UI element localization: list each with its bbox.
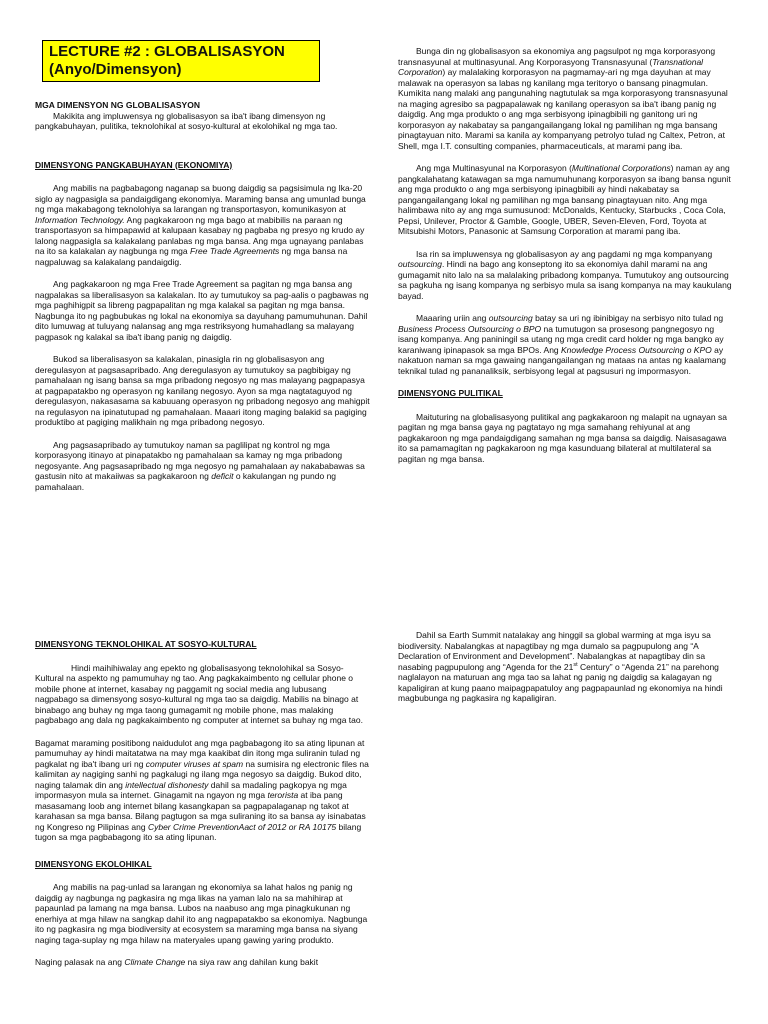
tech-paragraph-1: Hindi maihihiwalay ang epekto ng globalisasyong teknolohikal sa Sosyo-Kultural na aspekto ng pamumuhay ng tao. Ang pagkakaimbento ng cellular phone o mobile phone at internet, kasabay ng paggamit ng social media ang lubusang nagpabago sa dimensyong sosyo-kultural ng mga tao sa daigdig. Mabilis na binago at binabago ang buhay ng mga taong gumagamit ng mobile phone, mas malaking pagbabago ang dala ng pagkakaimbento ng computer at internet sa buhay ng mga tao. — [35, 662, 363, 725]
outsourcing-paragraph: Isa rin sa impluwensya ng globalisasyon ay ang pagdami ng mga kompanyang outsourcing. Hindi na bago ang konseptong ito sa ekonomiya dahil marami na ang gumagamit nito lalo na sa malalaking pribadong kompanya. Tumutukoy ang outsourcing sa pagkuha ng isang kompanya ng serbisyo mula sa isang kompanya na may kaukulang bayad. — [398, 248, 732, 301]
ecological-heading: DIMENSYONG EKOLOHIKAL — [35, 858, 152, 869]
political-heading: DIMENSYONG PULITIKAL — [398, 388, 503, 398]
tech-heading: DIMENSYONG TEKNOLOHIKAL AT SOSYO-KULTURAL — [35, 639, 257, 649]
page-bottom — [0, 512, 768, 1024]
outsourcing-types-paragraph: Maaaring uriin ang outsourcing batay sa uri ng ibinibigay na serbisyo nito tulad ng Business Process Outsourcing o BPO na tumutugon sa prosesong pangnegosyo ng isang kompanya. Ang paniningil sa utang ng mga credit card holder ng mga bangko ay karaniwang ipinapasok sa mga BPOs. Ang Knowledge Process Outsourcing o KPO ay nakatuon naman sa mga gawaing nangangailangan ng mataas na antas ng kaalamang teknikal tulad ng pananaliksik, serbisyong legal at pagsusuri ng impormasyon. — [398, 313, 726, 376]
earth-summit-paragraph: Dahil sa Earth Summit natalakay ang hinggil sa global warming at mga isyu sa biodiversity. Nabalangkas at napagtibay ng mga dumalo sa pagpupulong ang “A Declaration of Environment and Development”. Nabalangkas at napagtibay din sa nasabing pagpupulong ang “Agenda for the 21st Century” o “Agenda 21” na parehong naglalayon na maturuan ang mga tao sa lahat ng panig ng daigdig sa kalagayan ng kapaligiran at kung paano maipagpapatuloy ang pagpapaunlad ng ekonomiya na hindi magbubunga ng pagkasira ng kapaligiran. — [398, 630, 723, 703]
lecture-title: LECTURE #2 : GLOBALISASYON — [49, 43, 285, 60]
ecological-paragraph-1: Ang mabilis na pag-unlad sa larangan ng ekonomiya sa lahat halos ng panig ng daigdig ay nagbunga ng pagkasira ng mga likas na yaman lalo na sa mahihirap at papaunlad pa lamang na mga bansa. Lubos na naabuso ang mga pinagkukunan ng enerhiya at mga hilaw na sangkap dahil ito ang nagpapatakbo sa ekonomiya. Nagbunga ito ng pagkasira ng mga biodiversity at ecosystem sa maraming mga bansa na siyang naging taga-suplay ng mga hilaw na materyales upang gawing yaring produkto. — [35, 882, 368, 945]
tech-paragraph-2: Bagamat maraming positibong naidudulot ang mga pagbabagong ito sa ating lipunan at pamumuhay ay hindi maitatatwa na may mga kaakibat din itong mga suliranin tulad ng pagkalat ng iba't ibang uri ng computer viruses at spam na sumisira ng electronic files na kalimitan ay nagiging sanhi ng pagkalugi ng ilang mga negosyo sa daigdig. Bukod dito, naging talamak din ang intellectual dishonesty dahil sa madaling pagkopya ng mga impormasyon mula sa internet. Ginagamit na ngayon ng mga terorista at iba pang masasamang loob ang internet bilang kasangkapan sa pagpapalaganap ng takot at karahasan sa mga bansa. Bilang pagtugon sa mga suliraning ito sa bansa ay isinabatas ng Kongreso ng Pilipinas ang Cyber Crime PreventionAact of 2012 or RA 10175 bilang tugon sa mga pagbabagong ito sa ating lipunan. — [35, 737, 369, 842]
multinational-paragraph: Ang mga Multinasyunal na Korporasyon (Multinational Corporations) naman ay ang pangkalahatang katawagan sa mga namumuhunang korporasyon sa ibang bansa ngunit ang mga produkto o ang mga serbisyong ipinagbibili ay hindi nakabatay sa pangangailangang lokal ng pamilihan ng mga bansang pinagtayuan nito. Ang mga halimbawa nito ay ang mga sumusunod: McDonalds, Kentucky, Starbucks , Coca Cola, Pepsi, Unilever, Proctor & Gamble, Google, UBER, Seven-Eleven, Ford, Toyota at Mitsubishi Motors, Panasonic at Samsung Corporation at marami pang iba. — [398, 163, 731, 236]
political-paragraph: Maituturing na globalisasyong pulitikal ang pagkakaroon ng malapit na ugnayan sa pagitan ng mga bansa gaya ng pagtatayo ng mga samahang rehiyunal at ang pagkakaroon ng mga pandaigdigang samahan ng mga bansa sa daigdig. Naisasagawa ito sa pamamagitan ng pagkakaroon ng mga kasunduang bilateral at multilateral sa pagitan ng mga bansa. — [398, 411, 727, 464]
econ-paragraph-3: Bukod sa liberalisasyon sa kalakalan, pinasigla rin ng globalisasyon ang deregulasyon at pagsasapribado. Ang deregulasyon ay tumutukoy sa pagbibigay ng pamahalaan ng isang bansa sa mga pribadong negosyo ng mas malayang pagpapasya at pagpapatakbo ng operasyon ng kanilang negosyo. Ayon sa mga nagtataguyod ng deregulasyon, nakasasama sa kabuuang operasyon ng pribadong negosyo ang mahigpit na regulasyon na ipinatutupad ng pamahalaan. Maaari itong maging balakid sa pagiging produktibo at pagiging malikhain ng mga pribadong negosyo. — [35, 354, 370, 427]
lecture-subtitle: (Anyo/Dimensyon) — [49, 61, 182, 78]
econ-paragraph-4: Ang pagsasapribado ay tumutukoy naman sa paglilipat ng kontrol ng mga korporasyong itinayo at pinapatakbo ng pamahalaan sa kamay ng mga pribadong negosyante. Ang pagsasapribado ng mga negosyo ng pamahalaan ay nakababawas sa gastusin nito at makaiiwas sa pagkakaroon ng deficit o kakulangan ng pundo ng pamahalaan. — [35, 439, 365, 492]
intro-heading: MGA DIMENSYON NG GLOBALISASYON — [35, 100, 200, 110]
econ-paragraph-1: Ang mabilis na pagbabagong naganap sa buong daigdig sa pagsisimula ng Ika-20 siglo ay nagpasigla sa pandaigdigang ekonomiya. Maraming bansa ang umunlad bunga ng mga makabagong teknolohiya sa larangan ng transportasyon, komunikasyon at Information Technology. Ang pagkakaroon ng mga bago at mabibilis na paraan ng transportasyon sa himpapawid at kalupaan kasabay ng pagbaba ng presyo ng krudo ay lalong nagpasigla sa kalakalang panlabas ng mga bansa. Ang mga ugnayang panlabas na ito sa kalakalan ay nagbunga ng mga Free Trade Agreements ng mga bansa na nagpaluwag sa kalakalang pandaigdig. — [35, 183, 366, 267]
bottom-left-column — [35, 639, 370, 980]
lecture-title-box — [42, 40, 320, 82]
bottom-right-column — [398, 630, 733, 716]
econ-paragraph-2: Ang pagkakaroon ng mga Free Trade Agreement sa pagitan ng mga bansa ang nagpalakas sa liberalisasyon sa kalakalan. Ito ay tumutukoy sa pag-aalis o pagbawas ng mga paghihigpit sa libreng pagpapalitan ng mga kalakal sa pagitan ng mga bansa. Nagbunga ito ng pagbubukas ng lokal na ekonomiya sa dayuhang pamumuhunan. Dahil dito lumuwag at tuluyang nalansag ang mga restriksyong humahadlang sa malayang pagpasok ng kalakal sa iba't ibang panig ng daigdig. — [35, 279, 369, 342]
intro-paragraph: Makikita ang impluwensya ng globalisasyon sa iba't ibang dimensyon ng pangkabuhayan, pulitika, teknolohikal at sosyo-kultural at ekolohikal ng mga tao. — [35, 110, 338, 131]
transnational-paragraph: Bunga din ng globalisasyon sa ekonomiya ang pagsulpot ng mga korporasyong transnasyunal at multinasyunal. Ang Korporasyong Transnasyunal (Transnational Corporation) ay malalaking korporasyon na pagmamay-ari ng mga dayuhan at may malawak na operasyon sa labas ng kanilang mga teritoryo o bansang pinagmulan. Kumikita nang malaki ang pangunahing nagtutulak sa mga korporasyong transnasyunal na maging agresibo sa pagpapalawak ng kanilang operasyon sa iba't ibang panig ng daigdig. Ang mga produkto o ang mga serbisyong ipinagbibili ng ganitong uri ng korporasyon ay nakabatay sa pangangailangang lokal ng pamilihan ng mga bansang pinagtayuan nito. Marami sa kanila ay kompanyang petrolyo tulad ng Caltex, Petron, at Shell, mga I.T. consulting companies, pharmaceuticals, at marami pang iba. — [398, 46, 728, 151]
econ-heading: DIMENSYONG PANGKABUHAYAN (EKONOMIYA) — [35, 159, 233, 170]
top-right-column — [398, 46, 733, 476]
top-left-column — [35, 100, 370, 504]
ecological-paragraph-2: Naging palasak na ang Climate Change na siya raw ang dahilan kung bakit — [35, 957, 319, 967]
